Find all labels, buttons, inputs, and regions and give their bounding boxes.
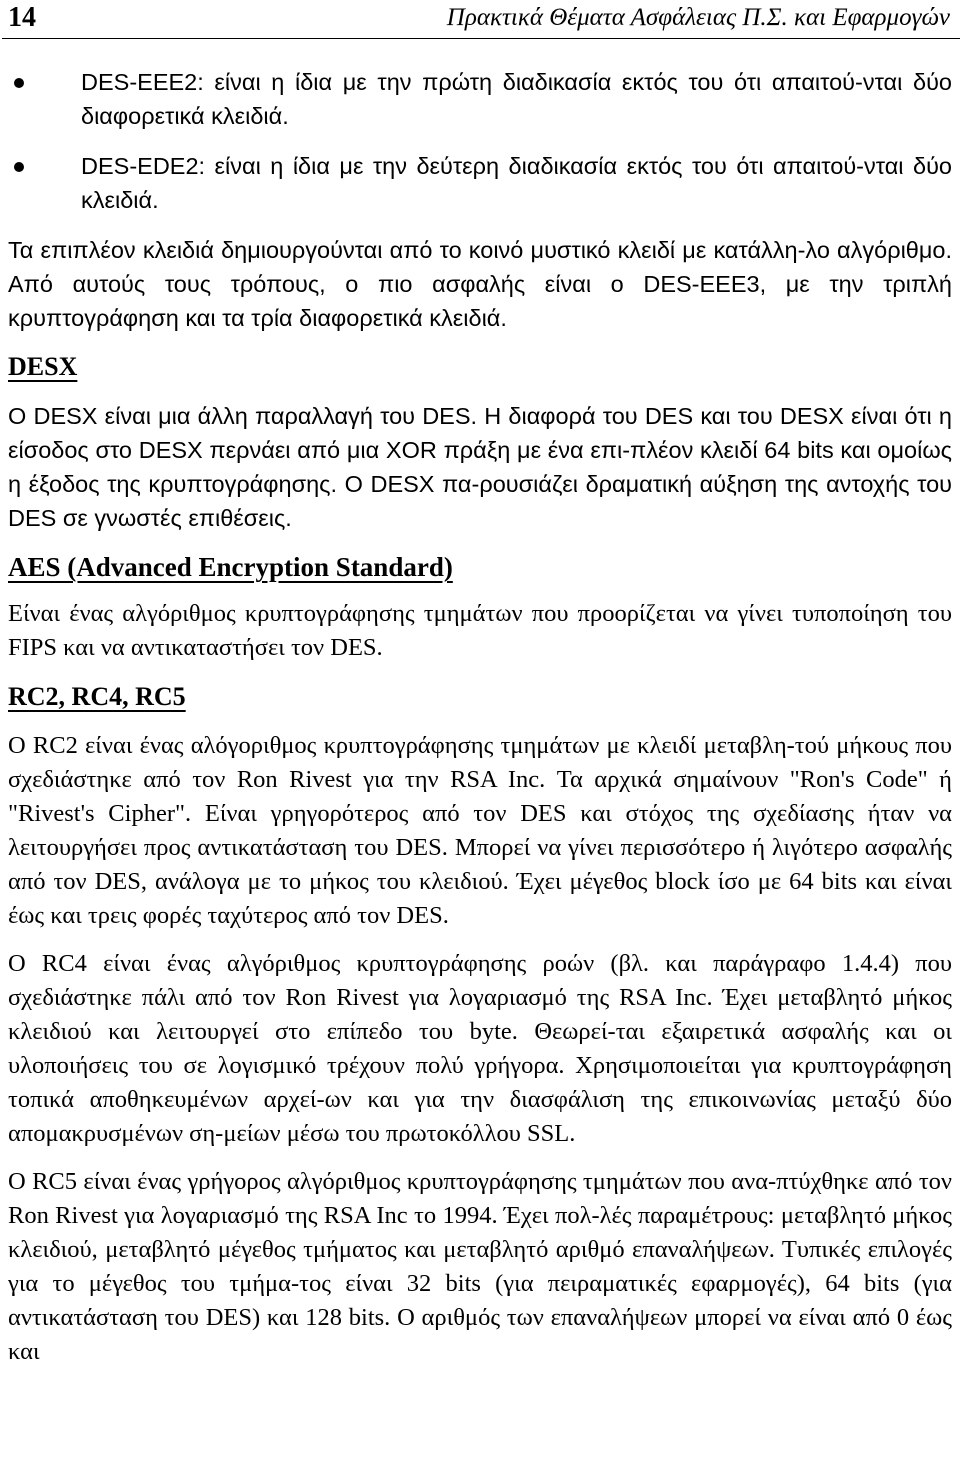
page-content: [8, 65, 952, 1369]
list-item: [8, 65, 952, 133]
desx-paragraph: Ο DESX είναι μια άλλη παραλλαγή του DES. Η διαφορά του DES και του DESX είναι ότι η είσοδος στο DESX περνάει από μια XOR πράξη με ένα επι-πλέον κλειδί 64 bits και ομοίως η έξοδος της κρυπτογράφησης. Ο DESX πα-ρουσιάζει δραματική αύξηση της αντοχής του DES σε γνωστές επιθέσεις.: [8, 403, 952, 531]
aes-paragraph: Είναι ένας αλγόριθμος κρυπτογράφησης τμημάτων που προορίζεται να γίνει τυποποίηση του FIPS και να αντικαταστήσει τον DES.: [8, 600, 952, 661]
section-heading-desx: DESX: [8, 352, 78, 381]
page-number: 14: [8, 2, 36, 33]
rc2-paragraph: Ο RC2 είναι ένας αλόγοριθμος κρυπτογράφησης τμημάτων με κλειδί μεταβλη-τού μήκους που σχεδιάστηκε από τον Ron Rivest για την RSA Inc. Τα αρχικά σημαίνουν "Ron's Code" ή "Rivest's Cipher". Είναι γρηγορότερος από τον DES και στόχος της σχεδίασης ήταν να λειτουργήσει προς αντικατάσταση του DES. Μπορεί να γίνει περισσότερο ή λιγότερο ασφαλής από τον DES, ανάλογα με το μήκος του κλειδιού. Έχει μέγεθος block ίσο με 64 bits και είναι έως και τρεις φορές ταχύτερος από τον DES.: [8, 732, 952, 929]
bullet-text: DES-EEE2: είναι η ίδια με την πρώτη διαδικασία εκτός του ότι απαιτού-νται δύο διαφορετικά κλειδιά.: [81, 69, 952, 129]
running-header: [2, 0, 960, 39]
bullet-icon: [14, 78, 24, 88]
bullet-list: [8, 65, 952, 217]
rc4-paragraph: Ο RC4 είναι ένας αλγόριθμος κρυπτογράφησης ροών (βλ. και παράγραφο 1.4.4) που σχεδιάστηκε πάλι από τον Ron Rivest για λογαριασμό της RSA Inc. Έχει μεταβλητό μήκος κλειδιού και λειτουργεί στο επίπεδο του byte. Θεωρεί-ται εξαιρετικά ασφαλής και οι υλοποιήσεις του σε λογισμικό τρέχουν πολύ γρήγορα. Χρησιμοποιείται για κρυπτογράφηση τοπικά αποθηκευμένων αρχεί-ων και για την διασφάλιση της επικοινωνίας μεταξύ δύο απομακρυσμένων ση-μείων μέσω του πρωτοκόλλου SSL.: [8, 950, 952, 1147]
section-heading-rc: RC2, RC4, RC5: [8, 682, 186, 711]
section-heading-aes: AES (Advanced Encryption Standard): [8, 552, 453, 582]
bullet-icon: [14, 162, 24, 172]
rc5-paragraph: Ο RC5 είναι ένας γρήγορος αλγόριθμος κρυπτογράφησης τμημάτων που ανα-πτύχθηκε από τον Ron Rivest για λογαριασμό της RSA Inc το 1994. Έχει πολ-λές παραμέτρους: μεταβλητό μήκος κλειδιού, μεταβλητό μέγεθος τμήματος και μεταβλητό αριθμό επαναλήψεων. Τυπικές επιλογές για το μέγεθος του τμήμα-τος είναι 32 bits (για πειραματικές εφαρμογές), 64 bits (για αντικατάσταση του DES) και 128 bits. Ο αριθμός των επαναλήψεων μπορεί να είναι από 0 έως και: [8, 1168, 952, 1365]
list-item: [8, 149, 952, 217]
bullet-text: DES-EDE2: είναι η ίδια με την δεύτερη διαδικασία εκτός του ότι απαιτού-νται δύο κλειδιά.: [81, 153, 952, 213]
running-title: Πρακτικά Θέματα Ασφάλειας Π.Σ. και Εφαρμογών: [446, 4, 950, 31]
intro-paragraph: Τα επιπλέον κλειδιά δημιουργούνται από το κοινό μυστικό κλειδί με κατάλλη-λο αλγόριθμο. Από αυτούς τους τρόπους, ο πιο ασφαλής είναι ο DES-EEE3, με την τριπλή κρυπτογράφηση και τα τρία διαφορετικά κλειδιά.: [8, 237, 952, 331]
